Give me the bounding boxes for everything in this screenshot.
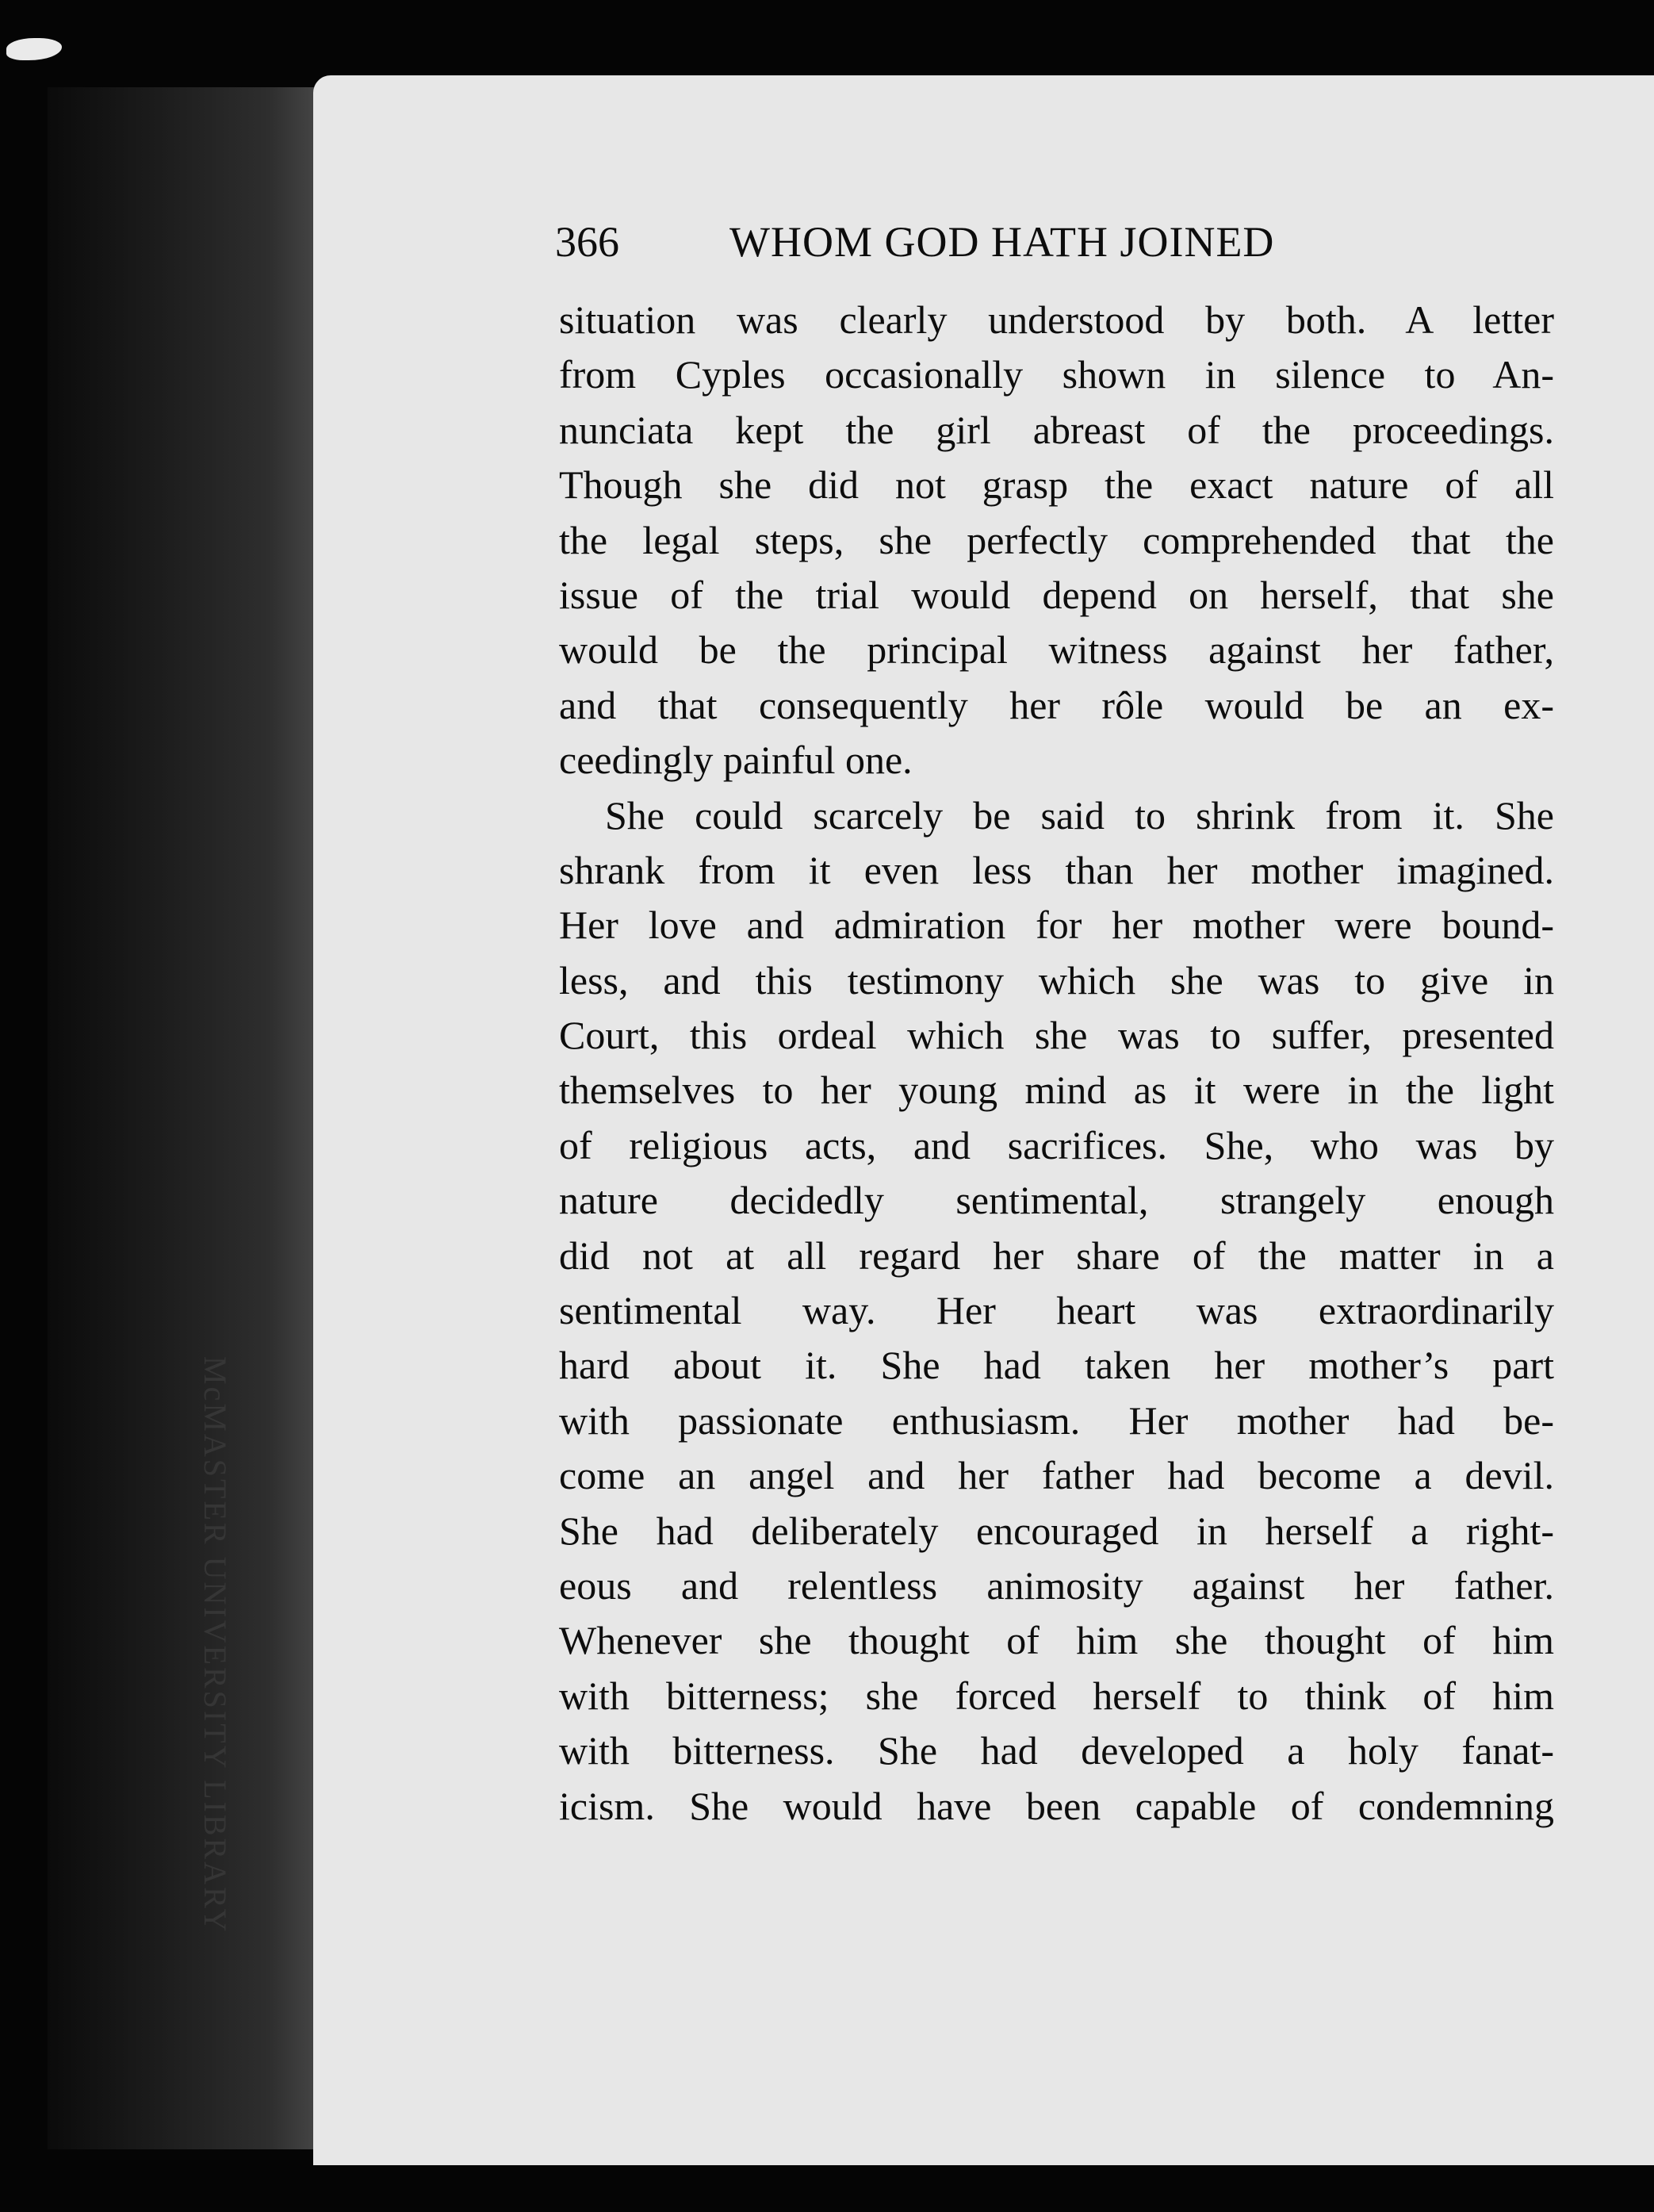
text-line: situation was clearly understood by both. A letter	[559, 297, 1554, 342]
text-line: sentimental way. Her heart was extraordinarily	[559, 1288, 1554, 1333]
text-line: less, and this testimony which she was to give in	[559, 957, 1554, 1002]
text-line: icism. She would have been capable of condemning	[559, 1783, 1554, 1828]
text-line: Though she did not grasp the exact nature of all	[559, 462, 1554, 508]
text-line: nunciata kept the girl abreast of the proceedings.	[559, 407, 1554, 452]
text-line: issue of the trial would depend on herself, that she	[559, 572, 1554, 617]
text-line: shrank from it even less than her mother imagined.	[559, 847, 1554, 892]
text-line: with bitterness. She had developed a holy fanat-	[559, 1728, 1554, 1773]
text-line: and that consequently her rôle would be an ex-	[559, 682, 1554, 727]
text-line: Whenever she thought of him she thought of him	[559, 1618, 1554, 1663]
text-line: ceedingly painful one.	[559, 738, 913, 783]
text-line: Court, this ordeal which she was to suffer, presented	[559, 1013, 1554, 1058]
text-line: with passionate enthusiasm. Her mother had be-	[559, 1397, 1554, 1443]
text-line: Her love and admiration for her mother were bound-	[559, 903, 1554, 948]
text-line: from Cyples occasionally shown in silence to An-	[559, 352, 1554, 397]
text-line: She had deliberately encouraged in herself a right-	[559, 1508, 1554, 1553]
text-line: the legal steps, she perfectly comprehended that the	[559, 517, 1554, 562]
scan-mark	[6, 38, 62, 60]
text-line: did not at all regard her share of the matter in a	[559, 1233, 1554, 1278]
text-line: hard about it. She had taken her mother’s part	[559, 1343, 1554, 1388]
text-line: with bitterness; she forced herself to think of him	[559, 1673, 1554, 1718]
text-line: themselves to her young mind as it were in the light	[559, 1068, 1554, 1113]
text-line: come an angel and her father had become a devil.	[559, 1453, 1554, 1498]
page-header	[555, 210, 1380, 274]
text-line: of religious acts, and sacrifices. She, who was by	[559, 1122, 1554, 1167]
text-line: would be the principal witness against her father,	[559, 627, 1554, 673]
library-stamp: McMASTER UNIVERSITY LIBRARY	[197, 1356, 233, 1934]
page-number: 366	[555, 218, 619, 266]
text-line: She could scarcely be said to shrink from it. She	[605, 792, 1554, 838]
text-line: eous and relentless animosity against her father.	[559, 1562, 1554, 1608]
running-title: WHOM GOD HATH JOINED	[729, 218, 1275, 266]
text-line: nature decidedly sentimental, strangely enough	[559, 1178, 1554, 1223]
body-text	[559, 293, 1554, 1834]
